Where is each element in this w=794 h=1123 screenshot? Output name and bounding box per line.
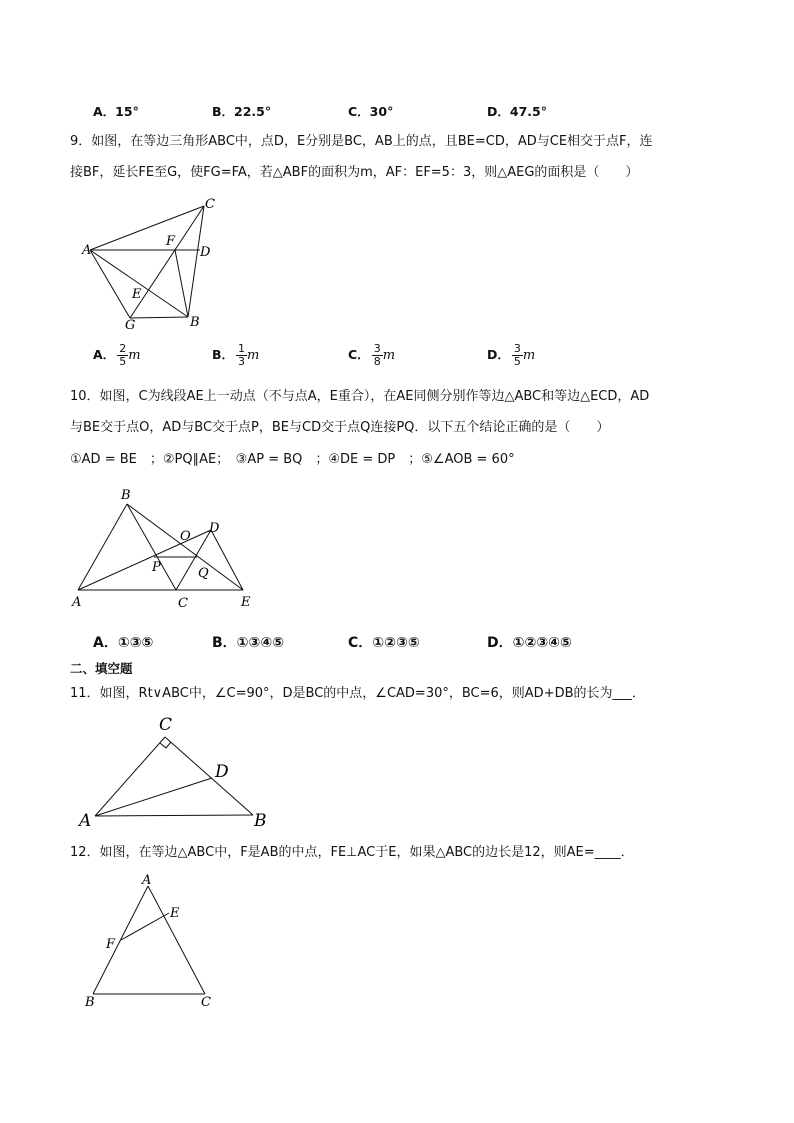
q9-label-d: D: [200, 245, 211, 260]
q8-option-b: B．22.5°: [212, 104, 272, 119]
q9-label-f: F: [166, 234, 176, 249]
q9-option-a-numerator: 2: [119, 342, 127, 355]
q10-label-q: Q: [198, 566, 209, 581]
q9-option-b-denominator: 3: [238, 355, 246, 368]
q9-option-b-numerator: 1: [238, 342, 246, 355]
q9-option-b-fraction: [236, 343, 247, 368]
q10-label-a: A: [72, 595, 82, 610]
q10-label-p: P: [152, 560, 161, 575]
q9-option-a: [93, 343, 141, 368]
q9-option-b-var: m: [247, 348, 260, 363]
q9-option-d-fraction: [512, 343, 523, 368]
q9-option-c-prefix: C．: [348, 347, 370, 362]
q12-label-b: B: [85, 995, 95, 1010]
q10-label-c: C: [178, 596, 188, 611]
q10-option-b: B．①③④⑤: [212, 635, 285, 651]
q9-option-d-denominator: 5: [513, 355, 521, 368]
q8-option-c: C．30°: [348, 104, 394, 119]
q9-option-b-prefix: B．: [212, 347, 235, 362]
q9-option-b: [212, 343, 259, 368]
q11-figure: [70, 710, 280, 830]
q10-text-line1: 10．如图，C为线段AE上一动点（不与点A，E重合），在AE同侧分别作等边△ABC和等边△ECD，AD: [70, 389, 650, 404]
q10-option-d: D．①②③④⑤: [487, 635, 572, 651]
q11-text: 11．如图，Rt∨ABC中，∠C=90°，D是BC的中点，∠CAD=30°，BC=6，则AD+DB的长为___．: [70, 686, 646, 701]
q11-label-b: B: [254, 811, 267, 830]
q9-option-d-numerator: 3: [513, 342, 521, 355]
q10-label-d: D: [209, 521, 220, 536]
q9-text-line1: 9．如图，在等边三角形ABC中，点D，E分别是BC，AB上的点，且BE=CD，AD与CE相交于点F，连: [70, 134, 653, 149]
q10-label-o: O: [180, 529, 191, 544]
q11-label-d: D: [215, 762, 229, 782]
q9-option-a-prefix: A．: [93, 347, 116, 362]
q9-label-a: A: [82, 243, 92, 258]
q12-label-f: F: [106, 937, 116, 952]
q10-option-c: C．①②③⑤: [348, 635, 420, 651]
q9-option-a-fraction: [117, 343, 128, 368]
q9-option-a-var: m: [128, 348, 141, 363]
section-heading-fill-in: 二、填空题: [70, 661, 133, 676]
q10-text-line3: ①AD = BE ；②PQ∥AE； ③AP = BQ ；④DE = DP ；⑤∠AOB = 60°: [70, 452, 515, 467]
q9-figure: [70, 195, 230, 335]
q9-option-a-denominator: 5: [119, 355, 127, 368]
q9-option-c-denominator: 8: [373, 355, 381, 368]
q12-figure: [80, 870, 230, 1015]
q9-option-c-numerator: 3: [373, 342, 381, 355]
q12-label-e: E: [170, 906, 180, 921]
q12-text: 12．如图，在等边△ABC中，F是AB的中点，FE⊥AC于E，如果△ABC的边长是12，则AE=____．: [70, 845, 634, 860]
q10-label-e: E: [241, 595, 251, 610]
q11-label-a: A: [79, 811, 92, 830]
q9-option-d: [487, 343, 535, 368]
q9-text-line2: 接BF，延长FE至G，使FG=FA，若△ABF的面积为m，AF：EF=5：3，则△AEG的面积是（ ）: [70, 165, 639, 180]
q9-label-e: E: [132, 287, 142, 302]
q9-label-c: C: [205, 197, 215, 212]
q12-label-c: C: [201, 995, 211, 1010]
q12-label-a: A: [142, 873, 152, 888]
q9-label-b: B: [190, 315, 200, 330]
q9-label-g: G: [125, 318, 136, 333]
q10-label-b: B: [121, 488, 131, 503]
q8-option-a: A．15°: [93, 104, 139, 119]
q9-option-d-var: m: [522, 348, 536, 363]
q11-label-c: C: [159, 715, 173, 735]
q9-option-c-var: m: [382, 348, 396, 363]
q10-text-line2: 与BE交于点O，AD与BC交于点P，BE与CD交于点Q连接PQ．以下五个结论正确的是（ ）: [70, 420, 610, 435]
q9-option-c-fraction: [372, 343, 383, 368]
q10-figure: [70, 485, 270, 620]
q10-option-a: A．①③⑤: [93, 635, 154, 651]
q8-option-d: D．47.5°: [487, 104, 547, 119]
q9-option-d-prefix: D．: [487, 347, 510, 362]
q9-option-c: [348, 343, 395, 368]
